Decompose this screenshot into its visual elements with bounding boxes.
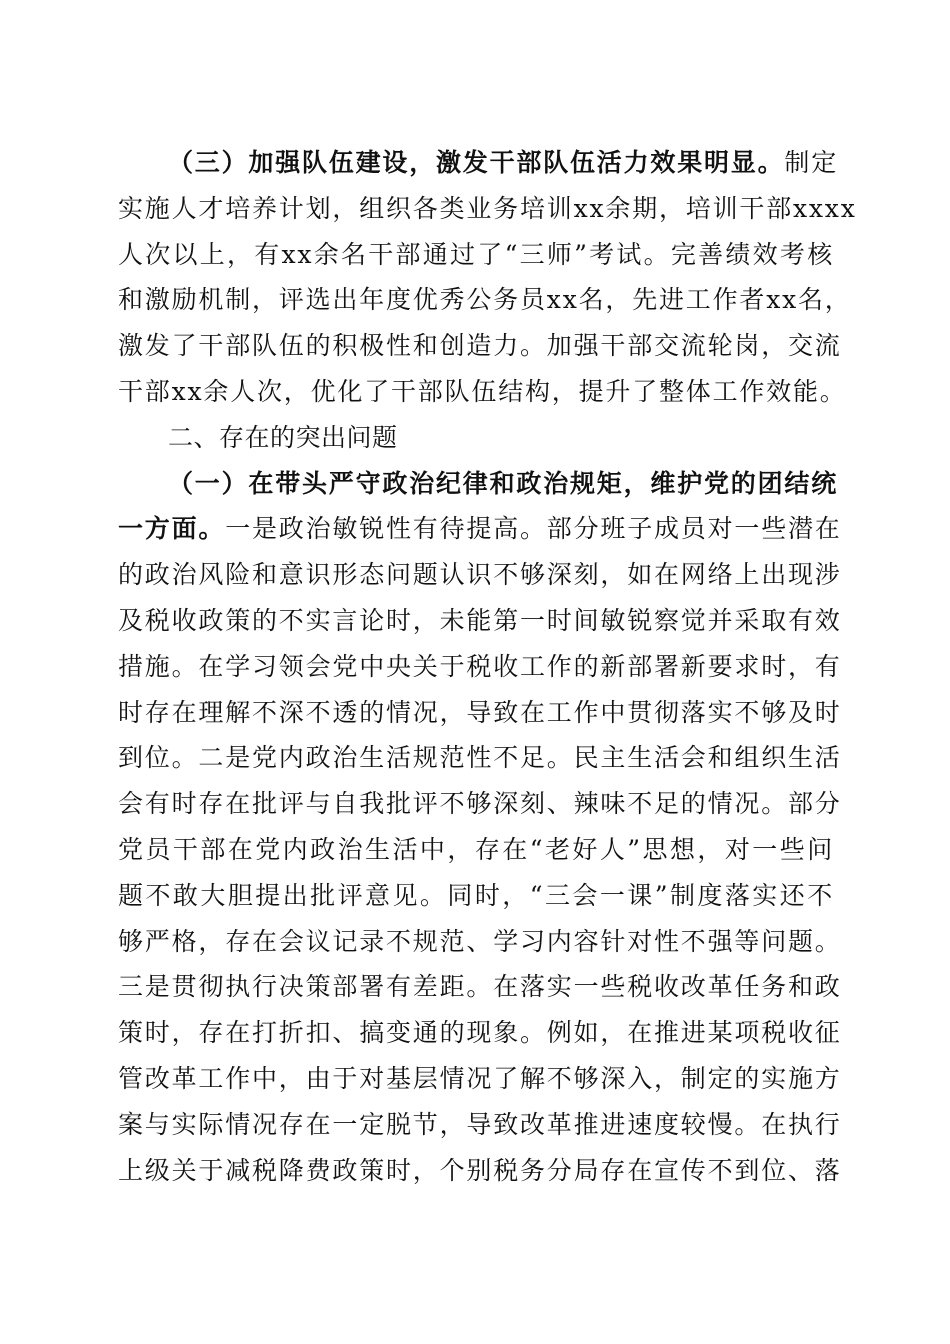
issue-1-line: 党员干部在党内政治生活中，存在“老好人”思想，对一些问 — [118, 834, 834, 864]
document-body — [118, 140, 857, 1193]
issue-1-line: 上级关于减税降费政策时，个别税务分局存在宣传不到位、落 — [118, 1155, 842, 1185]
section-3-line: 干部xx余人次，优化了干部队伍结构，提升了整体工作效能。 — [118, 376, 847, 406]
issue-1-line: 及税收政策的不实言论时，未能第一时间敏锐察觉并采取有效 — [118, 605, 842, 635]
issue-1-line: 到位。二是党内政治生活规范性不足。民主生活会和组织生活 — [118, 743, 842, 773]
issue-1-heading-end: 一方面。 — [118, 514, 226, 544]
issue-1-text: 一是政治敏锐性有待提高。部分班子成员对一些潜在 — [225, 514, 842, 544]
issue-1-second-line — [118, 506, 842, 552]
part-2-title: 二、存在的突出问题 — [168, 422, 398, 452]
section-3-text: 制定 — [784, 148, 839, 177]
issue-1-line: 的政治风险和意识形态问题认识不够深刻，如在网络上出现涉 — [118, 560, 842, 590]
issue-1-line: 够严格，存在会议记录不规范、学习内容针对性不强等问题。 — [118, 926, 842, 956]
issue-1-line: 题不敢大胆提出批评意见。同时，“三会一课”制度落实还不 — [118, 880, 834, 910]
section-3-first-line — [118, 140, 839, 186]
section-3-line: 实施人才培养计划，组织各类业务培训xx余期，培训干部xxxx — [118, 193, 857, 223]
issue-1-line: 时存在理解不深不透的情况，导致在工作中贯彻落实不够及时 — [118, 697, 842, 727]
section-3-line: 和激励机制，评选出年度优秀公务员xx名，先进工作者xx名， — [118, 285, 852, 315]
section-3-heading: （三）加强队伍建设，激发干部队伍活力效果明显。 — [168, 148, 785, 177]
issue-1-line: 三是贯彻执行决策部署有差距。在落实一些税收改革任务和政 — [118, 972, 842, 1002]
section-3-line: 人次以上，有xx余名干部通过了“三师”考试。完善绩效考核 — [118, 239, 834, 269]
issue-1-line: 管改革工作中，由于对基层情况了解不够深入，制定的实施方 — [118, 1063, 842, 1093]
issue-1-heading-line: （一）在带头严守政治纪律和政治规矩，维护党的团结统 — [168, 468, 839, 498]
issue-1-line: 策时，存在打折扣、搞变通的现象。例如，在推进某项税收征 — [118, 1018, 842, 1048]
issue-1-line: 措施。在学习领会党中央关于税收工作的新部署新要求时，有 — [118, 651, 842, 681]
issue-1-line: 会有时存在批评与自我批评不够深刻、辣味不足的情况。部分 — [118, 789, 842, 819]
section-3-line: 激发了干部队伍的积极性和创造力。加强干部交流轮岗，交流 — [118, 331, 842, 361]
issue-1-line: 案与实际情况存在一定脱节，导致改革推进速度较慢。在执行 — [118, 1109, 842, 1139]
